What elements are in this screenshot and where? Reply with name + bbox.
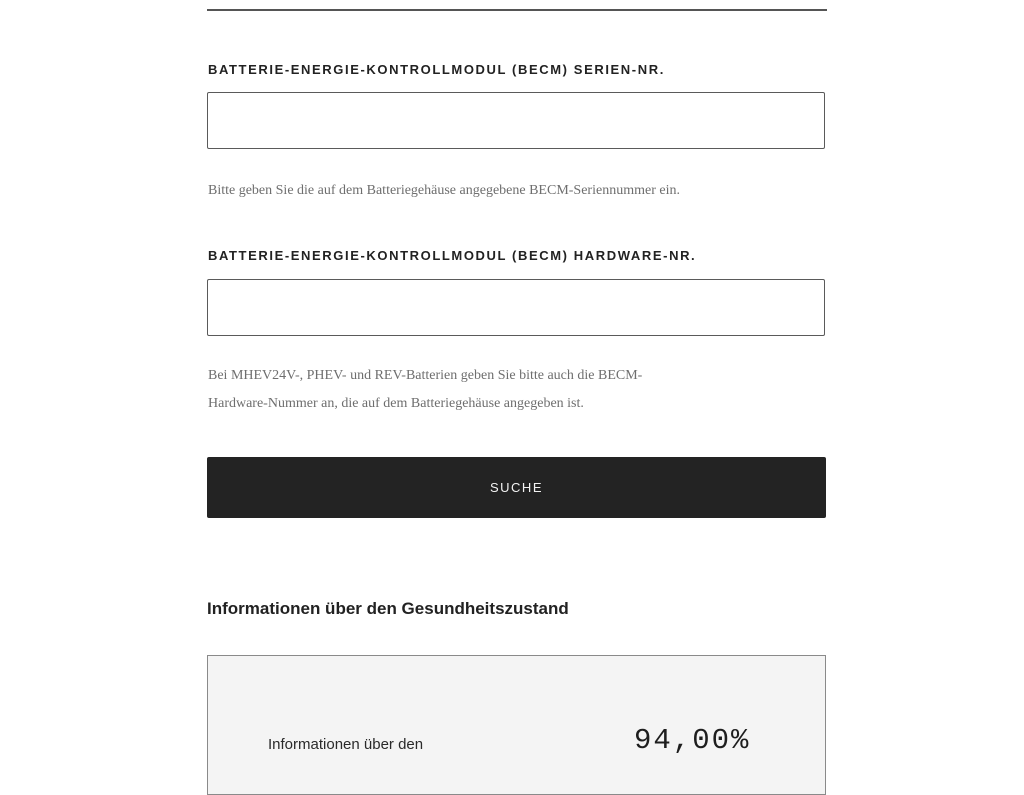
search-button[interactable]: SUCHE bbox=[207, 457, 826, 518]
health-info-label: Informationen über den bbox=[268, 736, 424, 753]
hardware-number-hint-line-1: Bei MHEV24V-, PHEV- und REV-Batterien geben Sie bitte auch die BECM- bbox=[208, 368, 643, 383]
serial-number-label: BATTERIE-ENERGIE-KONTROLLMODUL (BECM) SERIEN-NR. bbox=[208, 62, 665, 77]
health-percentage-value: 94,00% bbox=[634, 724, 751, 757]
health-info-card bbox=[207, 655, 826, 795]
hardware-number-label: BATTERIE-ENERGIE-KONTROLLMODUL (BECM) HARDWARE-NR. bbox=[208, 248, 697, 263]
serial-number-input[interactable] bbox=[207, 92, 825, 149]
hardware-number-hint-line-2: Hardware-Nummer an, die auf dem Batteriegehäuse angegeben ist. bbox=[208, 396, 584, 411]
top-divider bbox=[207, 9, 827, 11]
serial-number-hint: Bitte geben Sie die auf dem Batteriegehäuse angegebene BECM-Seriennummer ein. bbox=[208, 183, 680, 198]
hardware-number-input[interactable] bbox=[207, 279, 825, 336]
health-section-title: Informationen über den Gesundheitszustand bbox=[207, 599, 569, 618]
